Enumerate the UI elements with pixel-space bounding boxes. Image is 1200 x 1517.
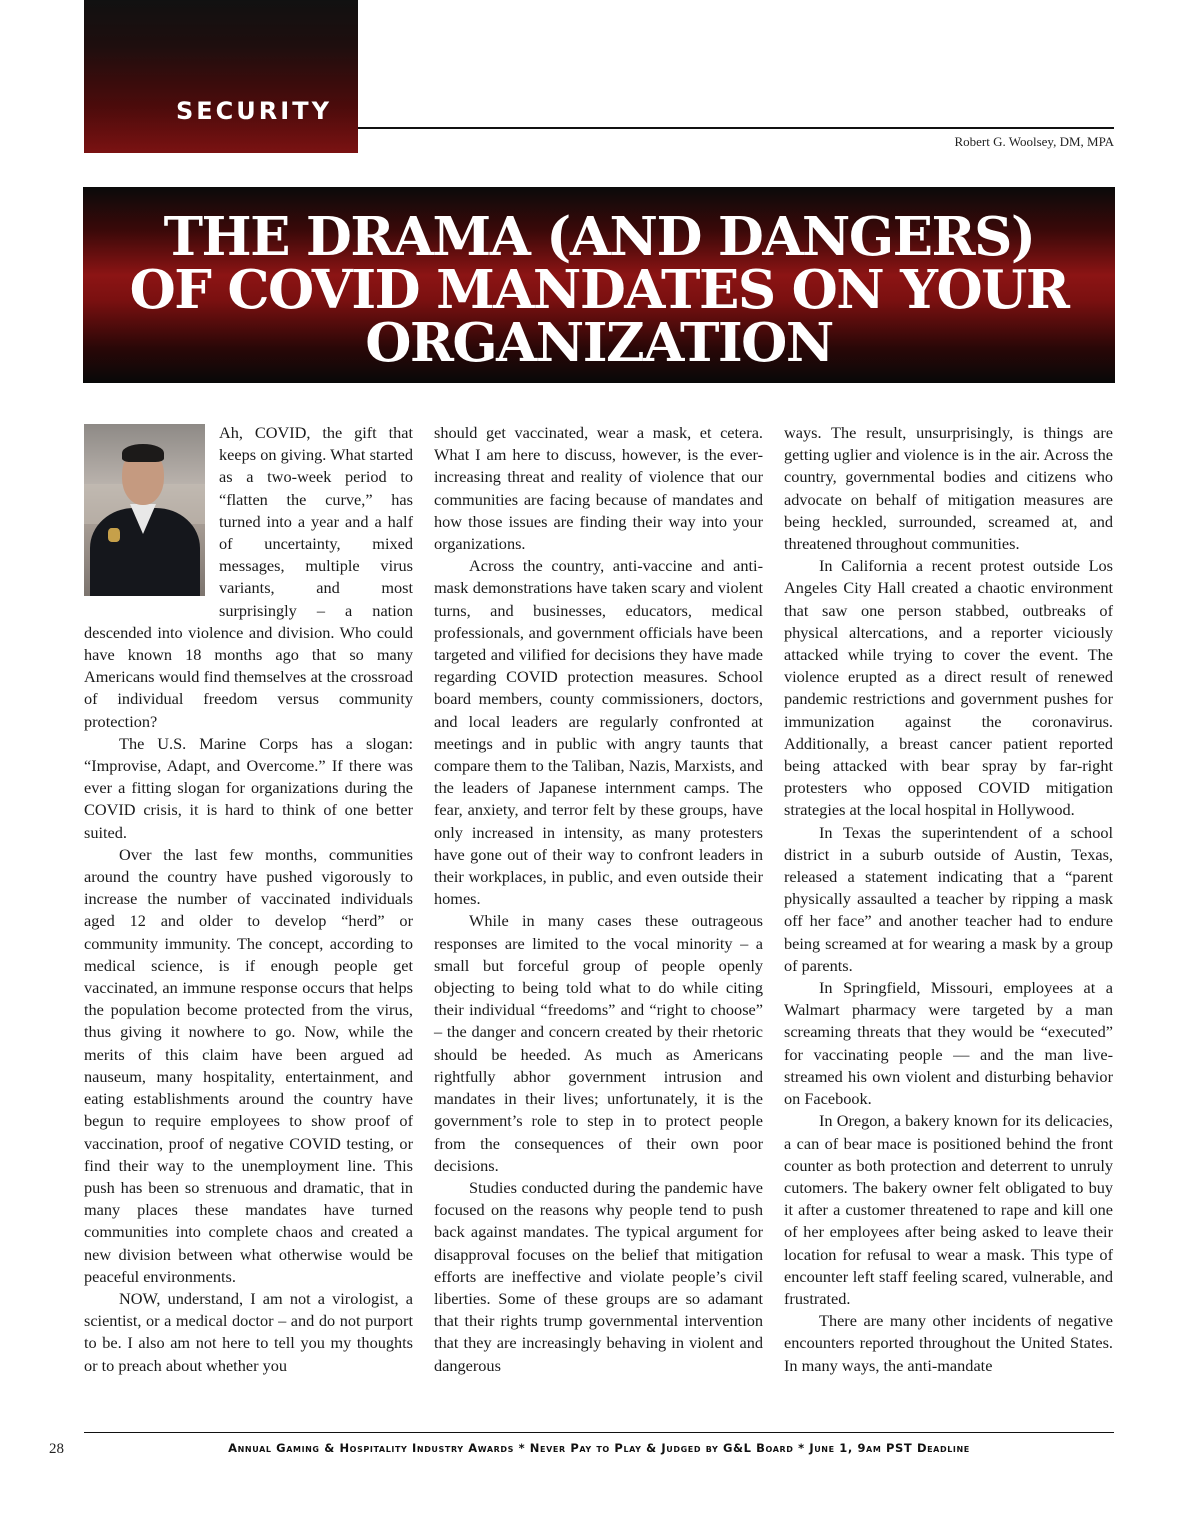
- paragraph: should get vaccinated, wear a mask, et cetera. What I am here to discuss, however, is the ever-increasing threat and reality of violence that our communities are facing because of mandates and how those issues are finding their way into your organizations.: [434, 423, 763, 554]
- paragraph: The U.S. Marine Corps has a slogan: “Improvise, Adapt, and Overcome.” If there was ever a fitting slogan for organizations during the COVID crisis, it is hard to think of one better suited.: [84, 733, 413, 842]
- title-line: THE DRAMA (AND DANGERS): [163, 206, 1035, 268]
- paragraph: Over the last few months, communities around the country have pushed vigorously to increase the number of vaccinated individuals aged 12 and older to develop “herd” or community immunity. The concept, according to medical science, is if enough people get vaccinated, an immune response occurs that helps the population become protected from the virus, thus giving it nowhere to go. Now, while the merits of this claim have been argued ad nauseum, many hospitality, entertainment, and eating establishments around the country have begun to require employees to show proof of vaccination, proof of negative COVID testing, or find their way to the unemployment line. This push has been so strenuous and dramatic, that in many places these mandates have turned communities into complete chaos and created a new division between what otherwise would be peaceful environments.: [84, 844, 413, 1286]
- author-byline: Robert G. Woolsey, DM, MPA: [954, 134, 1114, 149]
- paragraph: ways. The result, unsurprisingly, is things are getting uglier and violence is in the air. Across the country, governmental bodies and citizens who advocate on behalf of mitigation measures are being heckled, surrounded, screamed at, and threatened throughout communities.: [784, 423, 1113, 554]
- paragraph: There are many other incidents of negative encounters reported throughout the United States. In many ways, the anti-mandate: [784, 1311, 1113, 1375]
- paragraph: Across the country, anti-vaccine and anti-mask demonstrations have taken scary and violent turns, and businesses, educators, medical professionals, and government officials have been targeted and vilified for decisions they have made regarding COVID protection measures. School board members, county commissioners, doctors, and local leaders are regularly confronted at meetings and in public with angry taunts that compare them to the Taliban, Nazis, Marxists, and the leaders of Japanese internment camps. The fear, anxiety, and terror felt by these groups, have only increased in intensity, as many protesters have gone out of their way to confront leaders in their workplaces, in public, and even outside their homes.: [434, 556, 763, 909]
- section-label: SECURITY: [176, 97, 332, 125]
- title-banner: [83, 187, 1115, 383]
- paragraph: NOW, understand, I am not a virologist, a scientist, or a medical doctor – and do not purport to be. I also am not here to tell you my thoughts or to preach about whether you: [84, 1288, 413, 1375]
- author-photo: [84, 424, 205, 596]
- page-number: 28: [49, 1441, 64, 1457]
- article-column-3: [784, 422, 1113, 1377]
- article-column-2: [434, 422, 763, 1377]
- section-tab: [84, 0, 358, 153]
- paragraph: In California a recent protest outside Los Angeles City Hall created a chaotic environment that saw one person stabbed, outbreaks of physical altercations, and a reporter viciously attacked while trying to cover the event. The violence erupted as a direct result of renewed pandemic restrictions and government pushes for immunization against the coronavirus. Additionally, a breast cancer patient reported being attacked with bear spray by far-right protesters who opposed COVID mitigation strategies at the local hospital in Hollywood.: [784, 556, 1113, 820]
- paragraph: While in many cases these outrageous responses are limited to the vocal minority – a small but forceful group of people openly objecting to being told what to do while citing their individual “freedoms” and “right to choose” – the danger and concern created by their rhetoric should be heeded. As much as Americans rightfully abhor government intrusion and mandates in their lives; unfortunately, it is the government’s role to step in to protect people from the consequences of their own poor decisions.: [434, 911, 763, 1175]
- paragraph: Studies conducted during the pandemic have focused on the reasons why people tend to push back against mandates. The typical argument for disapproval focuses on the belief that mitigation efforts are ineffective and violate people’s civil liberties. Some of these groups are so adamant that their rights trump governmental intervention that they are increasingly behaving in violent and dangerous: [434, 1177, 763, 1375]
- paragraph: In Oregon, a bakery known for its delicacies, a can of bear mace is positioned behind the front counter as both protection and deterrent to unruly cutomers. The bakery owner felt obligated to buy it after a customer threatened to rape and kill one of her employees after being asked to leave their location for refusal to wear a mask. This type of encounter left staff feeling scared, vulnerable, and frustrated.: [784, 1111, 1113, 1308]
- article-title: [83, 206, 1115, 374]
- article-column-1: [84, 422, 413, 1377]
- footer-divider: [84, 1432, 1114, 1433]
- section-divider: [358, 127, 1114, 129]
- title-line: OF COVID MANDATES ON YOUR: [129, 259, 1069, 321]
- paragraph: In Texas the superintendent of a school district in a suburb outside of Austin, Texas, released a statement indicating that a “parent physically assaulted a teacher by ripping a mask off her face” and another teacher had to endure being screamed at for wearing a mask by a group of parents.: [784, 822, 1113, 975]
- paragraph: Ah, COVID, the gift that keeps on giving. What started as a two-week period to “flatten the curve,” has turned into a year and a half of uncertainty, mixed messages, multiple virus variants, and most surprisingly – a nation descended into violence and division. Who could have known 18 months ago that so many Americans would find themselves at the crossroad of individual freedom versus community protection?: [84, 423, 413, 731]
- paragraph: In Springfield, Missouri, employees at a Walmart pharmacy were targeted by a man screaming threats that they would be “executed” for vaccinating people — and the man live-streamed his own violent and disturbing behavior on Facebook.: [784, 978, 1113, 1109]
- title-line: ORGANIZATION: [365, 312, 833, 374]
- footer-banner-text: Annual Gaming & Hospitality Industry Awards * Never Pay to Play & Judged by G&L Board * June 1, 9am PST Deadline: [228, 1441, 970, 1455]
